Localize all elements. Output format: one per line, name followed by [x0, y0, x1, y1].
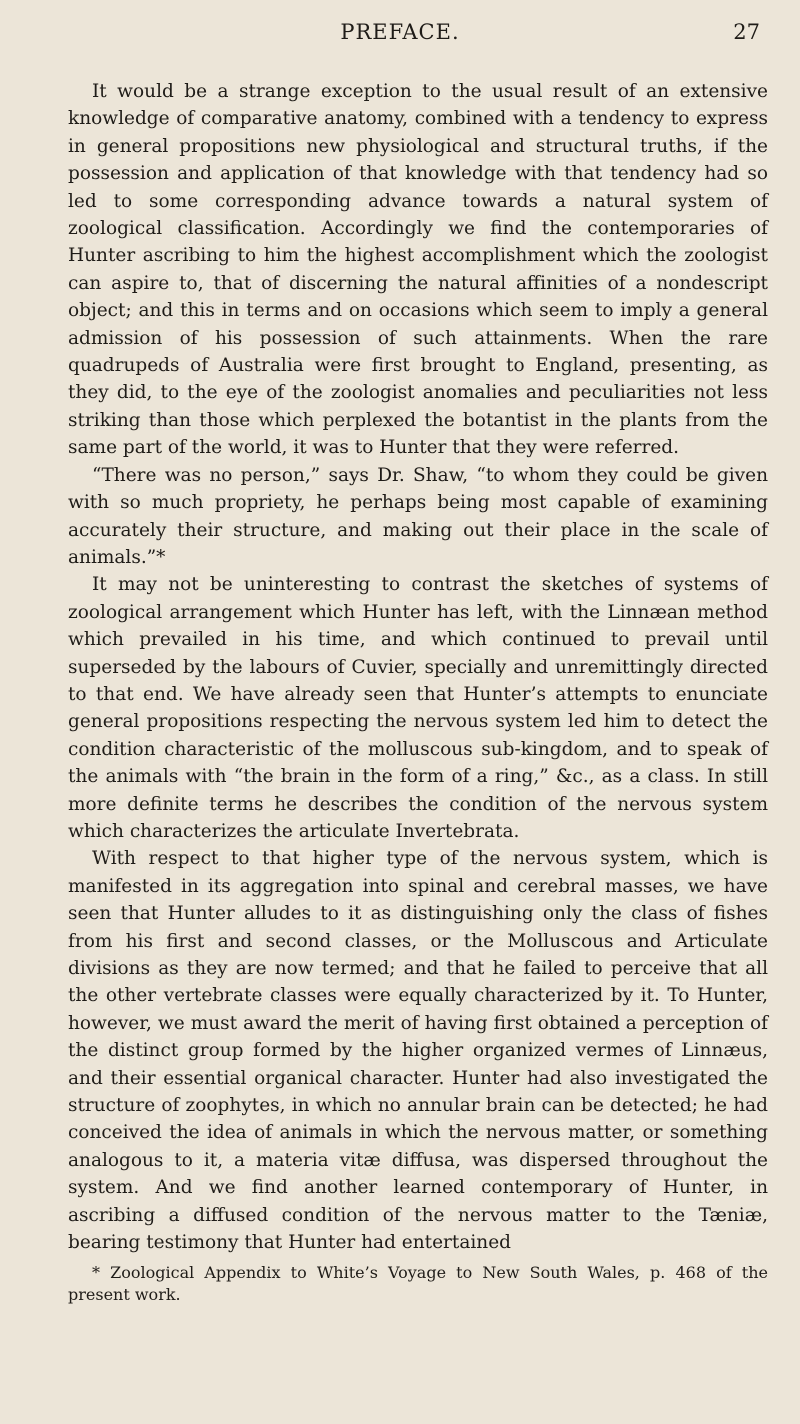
footnote — [68, 1262, 768, 1306]
page-number: 27 — [733, 20, 760, 44]
footnote-text: * Zoological Appendix to White’s Voyage to New South Wales, p. 468 of the present work. — [68, 1263, 768, 1304]
paragraph: With respect to that higher type of the nervous system, which is manifested in its aggregation into spinal and cerebral masses, we have seen that Hunter alludes to it as distinguishing only the class of fishes from his first and second classes, or the Molluscous and Articulate divisions as they are now termed; and that he failed to perceive that all the other vertebrate classes were equally characterized by it. To Hunter, however, we must award the merit of having first obtained a perception of the distinct group formed by the higher organized vermes of Linnæus, and their essential organical character. Hunter had also investigated the structure of zoophytes, in which no annular brain can be detected; he had conceived the idea of animals in which the nervous matter, or something analogous to it, a materia vitæ diffusa, was dispersed throughout the system. And we find another learned contemporary of Hunter, in ascribing a diffused condition of the nervous matter to the Tæniæ, bearing testimony that Hunter had entertained — [68, 848, 768, 1254]
paragraph: “There was no person,” says Dr. Shaw, “to whom they could be given with so much propriety, he perhaps being most capable of examining accurately their structure, and making out their place in the scale of animals.”* — [68, 464, 768, 568]
running-title: PREFACE. — [340, 20, 460, 44]
paragraph: It would be a strange exception to the usual result of an extensive knowledge of comparative anatomy, combined with a tendency to express in general propositions new physiological and structural truths, if the possession and application of that knowledge with that tendency had so led to some corresponding advance towards a natural system of zoological classification. Accordingly we find the contemporaries of Hunter ascribing to him the highest accomplishment which the zoologist can aspire to, that of discerning the natural affinities of a nondescript object; and this in terms and on occasions which seem to imply a general admission of his possession of such attainments. When the rare quadrupeds of Australia were first brought to England, presenting, as they did, to the eye of the zoologist anomalies and peculiarities not less striking than those which perplexed the botantist in the plants from the same part of the world, it was to Hunter that they were referred. — [68, 81, 768, 459]
page-header — [0, 20, 800, 60]
body-text — [68, 78, 768, 1256]
paragraph: It may not be uninteresting to contrast the sketches of systems of zoological arrangement which Hunter has left, with the Linnæan method which prevailed in his time, and which continued to prevail until superseded by the labours of Cuvier, specially and unremittingly directed to that end. We have already seen that Hunter’s attempts to enunciate general propositions respecting the nervous system led him to detect the condition characteristic of the molluscous sub-kingdom, and to speak of the animals with “the brain in the form of a ring,” &c., as a class. In still more definite terms he describes the condition of the nervous system which characterizes the articulate Invertebrata. — [68, 574, 768, 842]
